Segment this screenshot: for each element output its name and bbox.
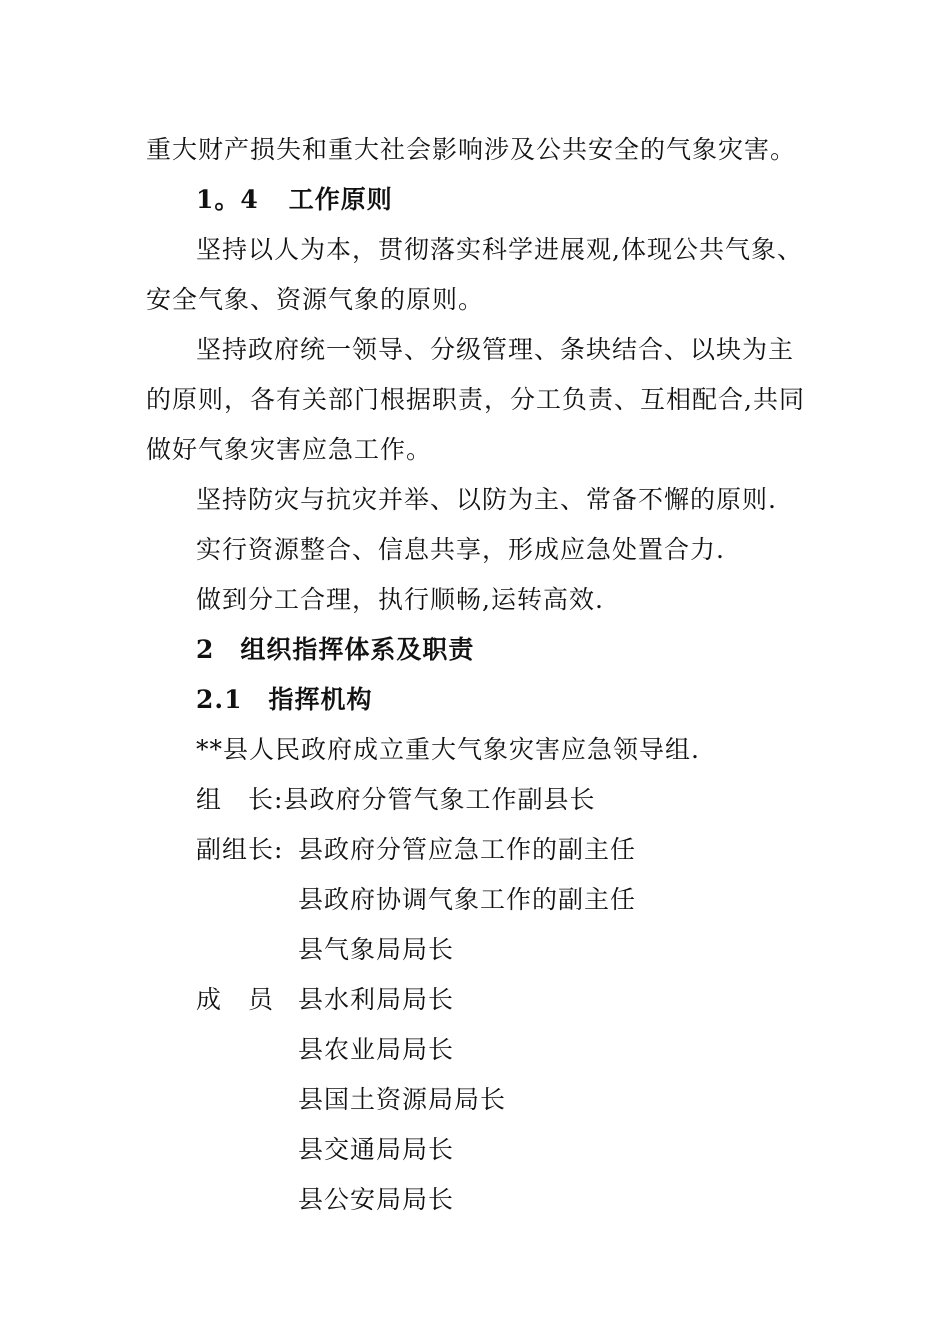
roster-entry: 县公安局局长 [298,1185,455,1214]
section-number: 1。4 [196,185,259,214]
section-number: 2 [196,635,215,664]
roster-entry: 县气象局局长 [298,935,455,964]
roster-entry: 县政府协调气象工作的副主任 [298,885,637,914]
paragraph-line: 坚持以人为本，贯彻落实科学进展观,体现公共气象、 [196,235,803,264]
paragraph-line: 安全气象、资源气象的原则。 [146,285,485,314]
section-title: 指挥机构 [268,685,373,714]
roster-leader-row [196,783,595,817]
roster-deputy-label: 副组长: [196,835,284,864]
paragraph-line: 坚持政府统一领导、分级管理、条块结合、以块为主 [196,335,795,364]
paragraph-line: 做好气象灾害应急工作。 [146,435,433,464]
section-title: 组织指挥体系及职责 [240,635,475,664]
roster-entry: 县国土资源局局长 [298,1085,507,1114]
roster-entry: 县水利局局长 [298,985,455,1014]
roster-entry: 县交通局局长 [298,1135,455,1164]
roster-entry: 县政府分管气象工作副县长 [283,785,596,814]
section-number: 2.1 [196,685,243,714]
paragraph-line: 实行资源整合、信息共享，形成应急处置合力. [196,535,725,564]
paragraph-line: 的原则，各有关部门根据职责，分工负责、互相配合,共同 [146,385,805,414]
section-title: 工作原则 [288,185,393,214]
section-heading-2-1 [196,683,373,717]
paragraph-continuation: 重大财产损失和重大社会影响涉及公共安全的气象灾害。 [146,135,797,164]
paragraph-line: 坚持防灾与抗灾并举、以防为主、常备不懈的原则. [196,485,777,514]
section-heading-2 [196,633,474,667]
paragraph-line: 做到分工合理，执行顺畅,运转高效. [196,585,604,614]
roster-entry: 县政府分管应急工作的副主任 [298,835,637,864]
roster-label: 组 长: [196,785,284,814]
roster-entry: 县农业局局长 [298,1035,455,1064]
paragraph-line: **县人民政府成立重大气象灾害应急领导组. [196,735,700,764]
roster-member-label: 成 员 [196,985,275,1014]
section-heading-1-4 [196,183,393,217]
